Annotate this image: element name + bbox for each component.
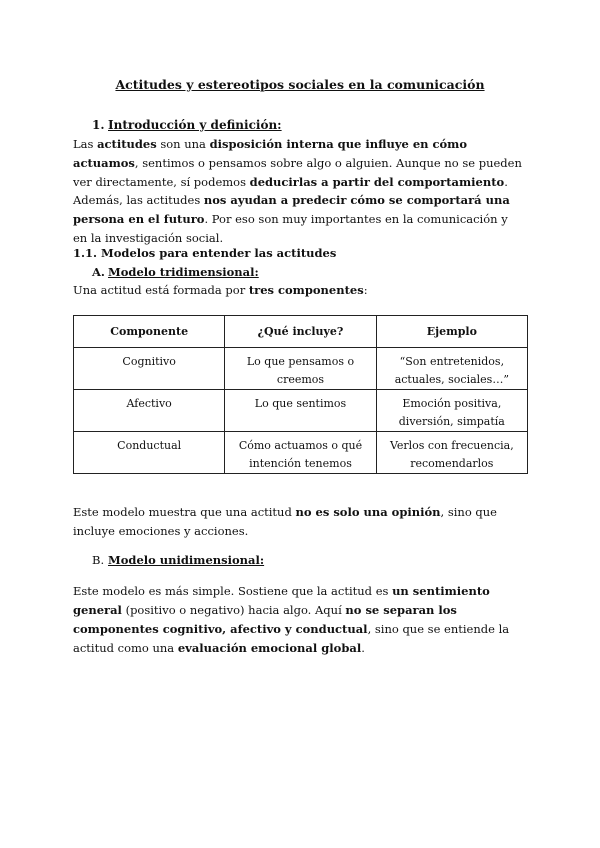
bold-text-run: evaluación emocional global bbox=[177, 641, 362, 655]
table-row bbox=[74, 348, 528, 390]
subsection-1-1-heading: 1.1. Modelos para entender las actitudes bbox=[73, 246, 337, 260]
table-header-cell: Componente bbox=[74, 316, 225, 348]
model-a-heading bbox=[92, 263, 259, 282]
table-cell: “Son entretenidos, actuales, sociales…” bbox=[376, 348, 527, 390]
text-run: , sentimos o pensamos sobre algo o alguien. Aunque no se pueden ver directamente, sí podemos bbox=[73, 156, 522, 189]
bold-text-run: disposición interna que influye en cómo actuamos bbox=[73, 137, 468, 170]
intro-paragraph-2 bbox=[73, 191, 523, 248]
table-cell: Conductual bbox=[74, 432, 225, 474]
text-run: , sino que se entiende la actitud como una bbox=[73, 622, 510, 655]
table-cell: Lo que sentimos bbox=[225, 390, 376, 432]
model-a-heading-text: Modelo tridimensional: bbox=[108, 265, 259, 279]
model-b-heading-text: Modelo unidimensional: bbox=[108, 553, 265, 567]
table-cell: Verlos con frecuencia, recomendarlos bbox=[376, 432, 527, 474]
section-1-number: 1. bbox=[92, 118, 105, 132]
bold-text-run: no se separan los componentes cognitivo, afectivo y conductual bbox=[73, 603, 457, 636]
bold-text-run: nos ayudan a predecir cómo se comportará una persona en el futuro bbox=[73, 193, 510, 226]
bold-text-run: tres componentes bbox=[248, 283, 364, 297]
text-run: . bbox=[504, 175, 508, 189]
bold-text-run: un sentimiento general bbox=[73, 584, 490, 617]
table-header-cell: ¿Qué incluye? bbox=[225, 316, 376, 348]
table-row bbox=[74, 432, 528, 474]
section-1-heading-text: Introducción y definición: bbox=[108, 118, 282, 132]
model-b-heading bbox=[92, 551, 264, 570]
section-1-heading bbox=[92, 116, 282, 135]
intro-paragraph-1 bbox=[73, 135, 523, 192]
text-run: : bbox=[363, 283, 368, 297]
text-run: . Por eso son muy importantes en la comunicación y en la investigación social. bbox=[73, 212, 508, 245]
text-run: . bbox=[361, 641, 365, 655]
table-header-cell: Ejemplo bbox=[376, 316, 527, 348]
text-run: (positivo o negativo) hacia algo. Aquí bbox=[121, 603, 346, 617]
table-cell: Lo que pensamos o creemos bbox=[225, 348, 376, 390]
text-run: son una bbox=[156, 137, 210, 151]
bold-text-run: deducirlas a partir del comportamiento bbox=[249, 175, 505, 189]
components-table bbox=[73, 315, 528, 474]
table-cell: Cómo actuamos o qué intención tenemos bbox=[225, 432, 376, 474]
bold-text-run: no es solo una opinión bbox=[295, 505, 441, 519]
table-header-row bbox=[74, 316, 528, 348]
model-a-letter: A. bbox=[92, 265, 105, 279]
text-run: Este modelo muestra que una actitud bbox=[73, 505, 296, 519]
bold-text-run: actitudes bbox=[97, 137, 157, 151]
text-run: , sino que incluye emociones y acciones. bbox=[73, 505, 497, 538]
table-cell: Cognitivo bbox=[74, 348, 225, 390]
table-cell: Afectivo bbox=[74, 390, 225, 432]
text-run: Una actitud está formada por bbox=[73, 283, 249, 297]
document-title: Actitudes y estereotipos sociales en la comunicación bbox=[115, 77, 485, 92]
model-b-letter: B. bbox=[92, 553, 105, 567]
text-run: Las bbox=[73, 137, 98, 151]
table-cell: Emoción positiva, diversión, simpatía bbox=[376, 390, 527, 432]
text-run: Este modelo es más simple. Sostiene que la actitud es bbox=[73, 584, 393, 598]
model-b-paragraph bbox=[73, 582, 523, 658]
model-a-intro bbox=[73, 281, 523, 300]
table-row bbox=[74, 390, 528, 432]
model-a-conclusion bbox=[73, 503, 523, 541]
text-run: Además, las actitudes bbox=[73, 193, 204, 207]
